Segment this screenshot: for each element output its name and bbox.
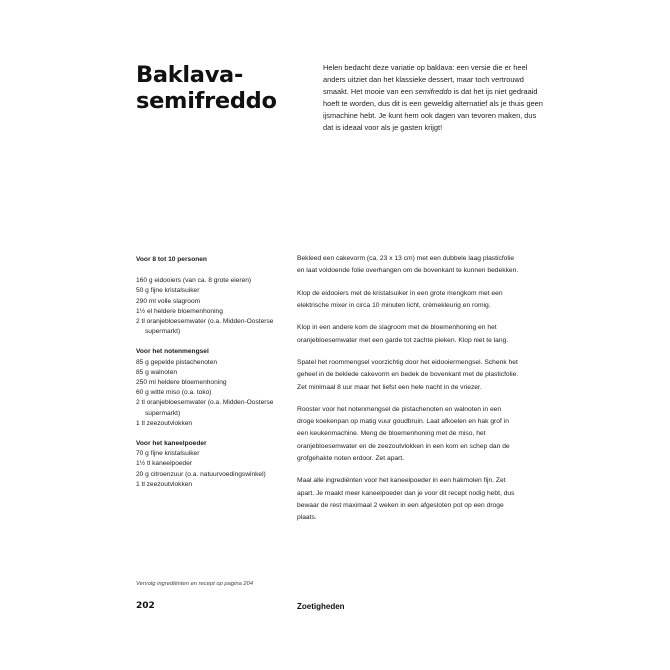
- continued-note: Vervolg ingrediënten en recept op pagina 204: [136, 581, 254, 587]
- ingredient-item: 70 g fijne kristalsuiker: [136, 450, 200, 458]
- method-step: Klop in een andere kom de slagroom met de bloemenhoning en het oranjebloesemwater met een garde tot zachte pieken. Klop niet te lang.: [297, 324, 509, 344]
- ingredient-item: 85 g gepelde pistachenoten: [136, 358, 218, 366]
- ingredient-item: 20 g citroenzuur (o.a. natuurvoedingswinkel): [136, 470, 266, 478]
- nut-ingredient-list: [136, 358, 276, 429]
- method-step: Rooster voor het notenmengsel de pistachenoten en walnoten in een droge koekenpan op matig vuur goudbruin. Laat afkoelen en hak grof in een keukenmachine. Meng de bloemenhoning met de miso, het oranjebloesemwater en de zeezoutvlokken in een kom en schep dan de grofgehakte noten erdoor. Zet apart.: [297, 406, 510, 462]
- ingredient-item: 250 ml heldere bloemenhoning: [136, 379, 227, 387]
- ingredient-item: 1½ tl kaneelpoeder: [136, 460, 193, 468]
- ingredients-column: [136, 255, 276, 490]
- intro-paragraph: [323, 62, 543, 134]
- page-number: 202: [136, 601, 155, 611]
- method-step: Bekleed een cakevorm (ca. 23 x 13 cm) met een dubbele laag plasticfolie en laat voldoende folie overhangen om de bovenkant te kunnen bedekken.: [297, 255, 519, 275]
- ingredient-item: 85 g walnoten: [136, 368, 178, 376]
- intro-emphasis: semifreddo: [415, 87, 452, 96]
- ingredient-item: 2 tl oranjebloesemwater (o.a. Midden-Oosterse supermarkt): [136, 399, 274, 417]
- cinnamon-powder-heading: Voor het kaneelpoeder: [136, 440, 207, 448]
- nut-mix-heading: Voor het notenmengsel: [136, 348, 209, 356]
- cinnamon-ingredient-list: [136, 449, 276, 490]
- servings-heading: Voor 8 tot 10 personen: [136, 256, 207, 263]
- ingredient-item: 2 tl oranjebloesemwater (o.a. Midden-Oosterse supermarkt): [136, 318, 274, 336]
- intro-text-2: is dat het ijs niet gedraaid hoeft te worden, dus dit is een geweldig alternatief als je thuis geen ijsmachine hebt. Je kunt hem ook dagen van tevoren maken, dus dat is ideaal voor als je gasten krijgt!: [323, 87, 543, 132]
- ingredient-item: 50 g fijne kristalsuiker: [136, 287, 200, 295]
- intro-text-1: Helen bedacht deze variatie op baklava: een versie die er heel anders uitziet dan het klassieke dessert, maar toch vertrouwd smaakt. Het mooie van een: [323, 63, 528, 96]
- ingredient-item: 1 tl zeezoutvlokken: [136, 419, 193, 427]
- method-step: Maal alle ingrediënten voor het kaneelpoeder in een hakmolen fijn. Zet apart. Je maakt meer kaneelpoeder dan je voor dit recept nodig hebt, dus bewaar de rest maximaal 2 weken in een afgesloten pot op een droge plaats.: [297, 477, 515, 521]
- main-ingredient-list: [136, 276, 276, 337]
- method-column: [297, 253, 519, 534]
- ingredient-item: 160 g eidooiers (van ca. 8 grote eieren): [136, 277, 252, 285]
- title-line-2: semifreddo: [136, 88, 277, 114]
- method-step: Klop de eidooiers met de kristalsuiker in een grote mengkom met een elektrische mixer in circa 10 minuten licht, crèmekleurig en romig.: [297, 289, 503, 309]
- ingredient-item: 1½ el heldere bloemenhoning: [136, 307, 223, 315]
- title-line-1: Baklava-: [136, 62, 243, 88]
- ingredient-item: 290 ml volle slagroom: [136, 297, 201, 305]
- method-step: Spatel het roommengsel voorzichtig door het eidooiermengsel. Schenk het geheel in de beklede cakevorm en bedek de bovenkant met de plasticfolie. Zet minimaal 8 uur maar het liefst een hele nacht in de vriezer.: [297, 359, 519, 391]
- recipe-title: [136, 62, 306, 114]
- ingredient-item: 60 g witte miso (o.a. toko): [136, 389, 212, 397]
- ingredient-item: 1 tl zeezoutvlokken: [136, 480, 193, 488]
- section-name: Zoetigheden: [297, 602, 345, 611]
